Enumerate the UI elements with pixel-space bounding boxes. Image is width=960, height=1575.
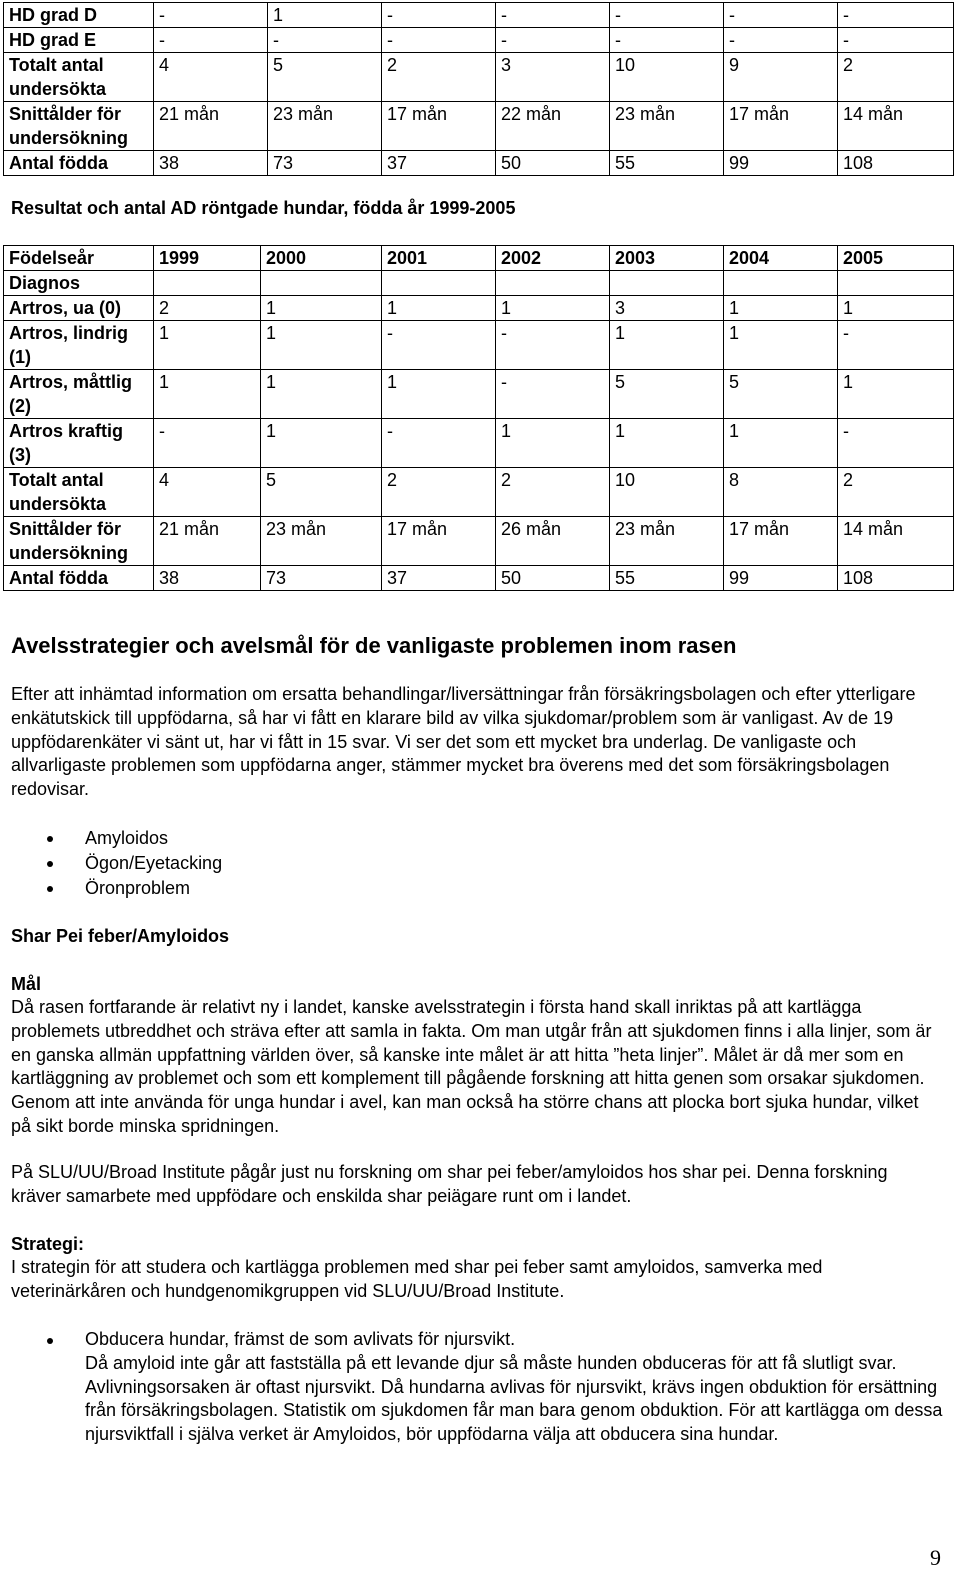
list-item-title: Obducera hundar, främst de som avlivats för njursvikt. — [85, 1329, 516, 1349]
table-row — [4, 28, 954, 53]
table-cell: 108 — [838, 151, 954, 176]
table-cell: - — [838, 321, 954, 370]
table-cell — [838, 271, 954, 296]
header-cell: 2004 — [724, 246, 838, 271]
problem-list — [11, 826, 222, 901]
table-row — [4, 517, 954, 566]
table-cell: - — [496, 321, 610, 370]
header-cell: Födelseår — [4, 246, 154, 271]
strategy-paragraph: I strategin för att studera och kartlägga problemen med shar pei feber samt amyloidos, samverka med veterinärkåren och hundgenomikgruppen vid SLU/UU/Broad Institute. — [11, 1257, 823, 1301]
table-cell — [496, 271, 610, 296]
table-cell: - — [838, 28, 954, 53]
header-cell: 1999 — [154, 246, 261, 271]
table-cell: 5 — [268, 53, 382, 102]
table-cell: 23 mån — [610, 102, 724, 151]
table-cell: 1 — [154, 321, 261, 370]
table-cell: - — [382, 419, 496, 468]
header-cell: 2000 — [261, 246, 382, 271]
table-cell: 23 mån — [268, 102, 382, 151]
table-cell: 1 — [838, 296, 954, 321]
table-cell: 1 — [261, 370, 382, 419]
table-cell: 2 — [382, 53, 496, 102]
table-cell: 50 — [496, 566, 610, 591]
table-cell: 1 — [610, 321, 724, 370]
table-row — [4, 321, 954, 370]
table-cell: 1 — [261, 419, 382, 468]
table-cell: 1 — [261, 321, 382, 370]
table-cell: - — [382, 321, 496, 370]
table-cell: 17 mån — [724, 517, 838, 566]
table-cell: 2 — [382, 468, 496, 517]
table-cell: 1 — [382, 370, 496, 419]
table-cell: 22 mån — [496, 102, 610, 151]
table-cell: - — [154, 419, 261, 468]
row-label-cell: Snittålder för undersökning — [4, 102, 154, 151]
table-cell: - — [724, 28, 838, 53]
row-label-cell: Totalt antal undersökta — [4, 468, 154, 517]
table-row — [4, 370, 954, 419]
table-cell: 21 mån — [154, 517, 261, 566]
row-label-cell: Artros, måttlig (2) — [4, 370, 154, 419]
table-row — [4, 566, 954, 591]
goal-paragraph: Då rasen fortfarande är relativt ny i landet, kanske avelsstrategin i första hand skall inriktas på att kartlägga problemets utbreddhet och sträva efter att samla in fakta. Om man utgår från att sjukdomen finns i alla linjer, som är en ganska allmän uppfattning världen över, så kanske inte målet är att hitta ”heta linjer”. Målet är då mer som en kartläggning av problemet och som ett komplement till pågående forskning att hitta genen som orsakar sjukdomen. Genom att inte använda för unga hundar i avel, kan man också ha större chans att plocka bort sjuka hundar, vilket på sikt borde minska spridningen. — [11, 997, 932, 1136]
table-cell: 2 — [496, 468, 610, 517]
table-cell: - — [610, 28, 724, 53]
table-cell: 99 — [724, 151, 838, 176]
row-label-cell: Antal födda — [4, 566, 154, 591]
table-row — [4, 53, 954, 102]
table-cell: 10 — [610, 468, 724, 517]
research-paragraph: På SLU/UU/Broad Institute pågår just nu forskning om shar pei feber/amyloidos hos shar pei. Denna forskning kräver samarbete med uppfödare och enskilda shar peiägare runt om i landet. — [11, 1162, 888, 1206]
table-cell: 17 mån — [724, 102, 838, 151]
table-cell: - — [838, 3, 954, 28]
table-cell: 1 — [496, 419, 610, 468]
table-cell: 38 — [154, 151, 268, 176]
table-row — [4, 102, 954, 151]
subheading-shar-pei: Shar Pei feber/Amyloidos — [11, 926, 230, 946]
table-cell: 23 mån — [261, 517, 382, 566]
table-cell: 14 mån — [838, 517, 954, 566]
table-cell — [724, 271, 838, 296]
table-cell: 17 mån — [382, 517, 496, 566]
table-cell: - — [382, 3, 496, 28]
table-caption: Resultat och antal AD röntgade hundar, födda år 1999-2005 — [11, 198, 516, 218]
table-cell: 10 — [610, 53, 724, 102]
strategy-list — [11, 1328, 951, 1447]
table-cell: - — [496, 3, 610, 28]
table-cell: - — [496, 370, 610, 419]
table-cell: 1 — [724, 296, 838, 321]
table-cell: 21 mån — [154, 102, 268, 151]
table-cell: 9 — [724, 53, 838, 102]
table-row — [4, 468, 954, 517]
table-cell — [261, 271, 382, 296]
list-item: Ögon/Eyetacking — [11, 851, 222, 876]
section-heading: Avelsstrategier och avelsmål för de vanligaste problemen inom rasen — [11, 633, 737, 658]
ad-results-table — [3, 245, 954, 591]
table-cell — [382, 271, 496, 296]
table-cell: 5 — [724, 370, 838, 419]
page-number: 9 — [930, 1545, 941, 1570]
table-cell: 4 — [154, 468, 261, 517]
table-cell: 37 — [382, 151, 496, 176]
table-cell: - — [268, 28, 382, 53]
table-row — [4, 3, 954, 28]
table-row — [4, 296, 954, 321]
table-cell: 99 — [724, 566, 838, 591]
table-cell: 26 mån — [496, 517, 610, 566]
table-cell: 55 — [610, 566, 724, 591]
table-cell: 1 — [496, 296, 610, 321]
table-header-row — [4, 246, 954, 271]
row-label-cell: Artros kraftig (3) — [4, 419, 154, 468]
table-cell: 1 — [268, 3, 382, 28]
table-cell: 3 — [610, 296, 724, 321]
header-cell: 2002 — [496, 246, 610, 271]
header-cell: 2001 — [382, 246, 496, 271]
hd-results-table — [3, 2, 954, 176]
table-cell: - — [838, 419, 954, 468]
row-label-cell: Totalt antal undersökta — [4, 53, 154, 102]
row-label-cell: Artros, ua (0) — [4, 296, 154, 321]
table-cell: - — [154, 3, 268, 28]
table-cell: 17 mån — [382, 102, 496, 151]
table-cell: 55 — [610, 151, 724, 176]
header-cell: 2003 — [610, 246, 724, 271]
subheading-strategy: Strategi: — [11, 1234, 85, 1254]
table-cell: 73 — [268, 151, 382, 176]
table-cell: 14 mån — [838, 102, 954, 151]
table-cell: 108 — [838, 566, 954, 591]
table-cell: 23 mån — [610, 517, 724, 566]
table-cell: 3 — [496, 53, 610, 102]
row-label-cell: HD grad E — [4, 28, 154, 53]
row-label-cell: Snittålder för undersökning — [4, 517, 154, 566]
table-cell: 1 — [838, 370, 954, 419]
table-cell: 5 — [610, 370, 724, 419]
table-cell: 37 — [382, 566, 496, 591]
table-cell: 1 — [261, 296, 382, 321]
intro-paragraph: Efter att inhämtad information om ersatta behandlingar/liversättningar från försäkringsbolagen och efter ytterligare enkätutskick till uppfödarna, så har vi fått en klarare bild av vilka sjukdomar/problem som är vanligast. Av de 19 uppfödarenkäter vi sänt ut, har vi fått in 15 svar. Vi ser det som ett mycket bra underlag. De vanligaste och allvarligaste problemen som uppfödarna anger, stämmer mycket bra överens med det som försäkringsbolagen redovisar. — [11, 684, 916, 800]
table-cell: - — [382, 28, 496, 53]
table-cell: 2 — [154, 296, 261, 321]
table-cell: 1 — [610, 419, 724, 468]
row-label-cell: Diagnos — [4, 271, 154, 296]
table-cell — [610, 271, 724, 296]
row-label-cell: Antal födda — [4, 151, 154, 176]
table-row — [4, 271, 954, 296]
table-cell: 73 — [261, 566, 382, 591]
list-item: Öronproblem — [11, 876, 222, 901]
row-label-cell: Artros, lindrig (1) — [4, 321, 154, 370]
table-cell: 2 — [838, 53, 954, 102]
table-cell: - — [154, 28, 268, 53]
list-item — [11, 1328, 951, 1447]
table-cell: 2 — [838, 468, 954, 517]
subheading-goal: Mål — [11, 974, 42, 994]
table-cell: 1 — [724, 321, 838, 370]
table-cell: 8 — [724, 468, 838, 517]
list-item: Amyloidos — [11, 826, 222, 851]
table-row — [4, 419, 954, 468]
table-cell: 50 — [496, 151, 610, 176]
header-cell: 2005 — [838, 246, 954, 271]
table-cell: 4 — [154, 53, 268, 102]
table-cell: 5 — [261, 468, 382, 517]
table-cell: 1 — [154, 370, 261, 419]
table-row — [4, 151, 954, 176]
table-cell: 1 — [724, 419, 838, 468]
list-item-body: Då amyloid inte går att fastställa på ett levande djur så måste hunden obduceras för att få slutligt svar. Avlivningsorsaken är oftast njursvikt. Då hundarna avlivas för njursvikt, krävs ingen obduktion för ersättning från försäkringsbolagen. Statistik om sjukdomen får man bara genom obduktion. För att kartlägga om dessa njursviktfall i själva verket är Amyloidos, bör uppfödarna välja att obducera sina hundar. — [85, 1352, 943, 1445]
table-cell: 38 — [154, 566, 261, 591]
table-cell: - — [610, 3, 724, 28]
table-cell: - — [496, 28, 610, 53]
row-label-cell: HD grad D — [4, 3, 154, 28]
table-cell: 1 — [382, 296, 496, 321]
table-cell: - — [724, 3, 838, 28]
table-cell — [154, 271, 261, 296]
